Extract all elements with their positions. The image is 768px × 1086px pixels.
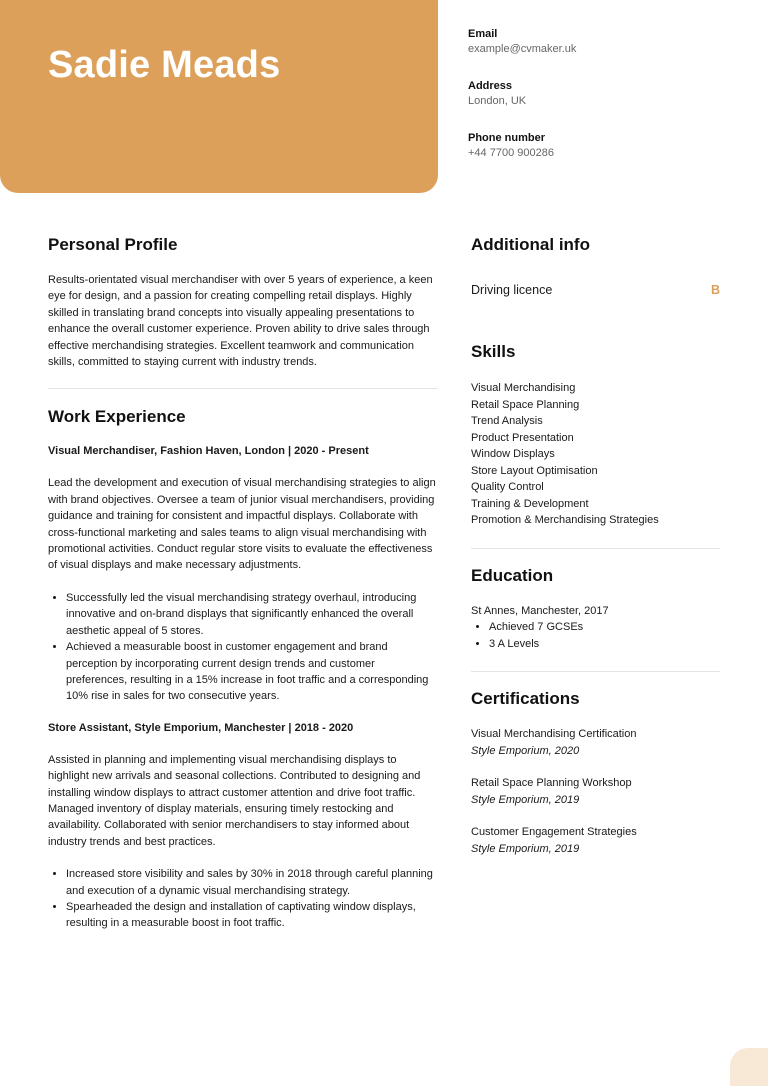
job-title: Store Assistant, Style Emporium, Manchester | 2018 - 2020: [48, 721, 354, 734]
achievement-item: • Spearheaded the design and installation of captivating window displays, resulting in a measurable boost in foot traffic.: [66, 899, 438, 932]
achievement-item: • Increased store visibility and sales by 30% in 2018 through careful planning and execution of a dynamic visual merchandising strategy.: [66, 866, 438, 899]
education-detail-item: • Achieved 7 GCSEs: [489, 619, 720, 636]
achievement-item: • Successfully led the visual merchandising strategy overhaul, introducing innovative and on-brand displays that significantly enhanced the overall aesthetic appeal of 5 stores.: [66, 590, 438, 639]
side-column: [471, 234, 720, 857]
job-achievements: [48, 590, 438, 705]
certification-name: Retail Space Planning Workshop: [471, 777, 632, 789]
certification-issuer: Style Emporium, 2019: [471, 793, 580, 806]
corner-decoration: [730, 1048, 768, 1086]
driving-licence-label: Driving licence: [471, 283, 553, 297]
contact-section: [468, 27, 738, 183]
education-heading: Education: [471, 565, 554, 585]
skills-list: [471, 380, 720, 529]
certification-entry: [471, 726, 720, 759]
certification-name: Visual Merchandising Certification: [471, 728, 637, 740]
address-label: Address: [468, 80, 513, 92]
skill-item: Store Layout Optimisation: [471, 464, 598, 477]
certification-name: Customer Engagement Strategies: [471, 826, 637, 838]
certification-entry: [471, 775, 720, 808]
certification-issuer: Style Emporium, 2020: [471, 744, 580, 757]
education-entry: St Annes, Manchester, 2017: [471, 604, 609, 617]
driving-licence-value: B: [710, 283, 720, 297]
section-divider: [471, 671, 720, 672]
profile-text: Results-orientated visual merchandiser with over 5 years of experience, a keen eye for design, and a passion for creating compelling retail displays. Highly skilled in translating brand concepts into visually appealing presentations to enhance the overall customer experience. Proven ability to drive sales through effective merchandising strategies. Excellent teamwork and communication skills, committed to staying current with industry trends.: [48, 274, 433, 369]
contact-email: [468, 27, 738, 57]
job-entry: [48, 720, 438, 932]
skill-item: Trend Analysis: [471, 415, 543, 427]
main-column: [48, 234, 438, 932]
contact-address: [468, 79, 738, 109]
skill-item: Visual Merchandising: [471, 382, 576, 394]
achievement-item: • Achieved a measurable boost in customer engagement and brand perception by incorporating current design trends and customer preferences, resulting in a 15% increase in foot traffic and a corresponding 10% rise in sales for two consecutive years.: [66, 639, 438, 705]
job-achievements: [48, 866, 438, 932]
contact-phone: [468, 131, 738, 161]
job-title: Visual Merchandiser, Fashion Haven, London | 2020 - Present: [48, 445, 369, 458]
skill-item: Quality Control: [471, 481, 544, 493]
profile-heading: Personal Profile: [48, 235, 178, 254]
skill-item: Promotion & Merchandising Strategies: [471, 514, 659, 526]
education-details: [471, 619, 720, 652]
additional-info-heading: Additional info: [471, 235, 590, 254]
skill-item: Window Displays: [471, 448, 555, 460]
education-detail-item: • 3 A Levels: [489, 636, 720, 653]
skills-heading: Skills: [471, 342, 516, 361]
address-value: London, UK: [468, 95, 527, 107]
job-description: Lead the development and execution of visual merchandising strategies to align with brand objectives. Oversee a team of junior visual merchandisers, providing guidance and training for consistent and impactful displays. Collaborate with cross-functional marketing and sales teams to align visual merchandising with promotional activities. Conduct regular store visits to evaluate the effectiveness of visual displays and make necessary adjustments.: [48, 477, 436, 572]
job-entry: [48, 443, 438, 704]
certifications-heading: Certifications: [471, 689, 580, 708]
skill-item: Product Presentation: [471, 431, 574, 444]
certification-issuer: Style Emporium, 2019: [471, 842, 580, 855]
certification-entry: [471, 824, 720, 857]
driving-licence-row: [471, 283, 720, 297]
email-label: Email: [468, 28, 498, 40]
email-value: example@cvmaker.uk: [468, 43, 577, 55]
job-description: Assisted in planning and implementing visual merchandising displays to highlight new arrivals and seasonal collections. Contributed to designing and installing window displays to attract customer attention and drive foot traffic. Managed inventory of display materials, ensuring timely restocking and availability. Collaborated with senior merchandisers to stay informed about industry trends and best practices.: [48, 753, 421, 848]
phone-value: +44 7700 900286: [468, 147, 554, 159]
work-heading: Work Experience: [48, 407, 186, 427]
candidate-name: Sadie Meads: [48, 44, 281, 86]
header-banner: [0, 0, 438, 193]
phone-label: Phone number: [468, 132, 546, 144]
skill-item: Retail Space Planning: [471, 398, 580, 411]
section-divider: [471, 548, 720, 549]
skill-item: Training & Development: [471, 497, 589, 510]
section-divider: [48, 388, 438, 389]
